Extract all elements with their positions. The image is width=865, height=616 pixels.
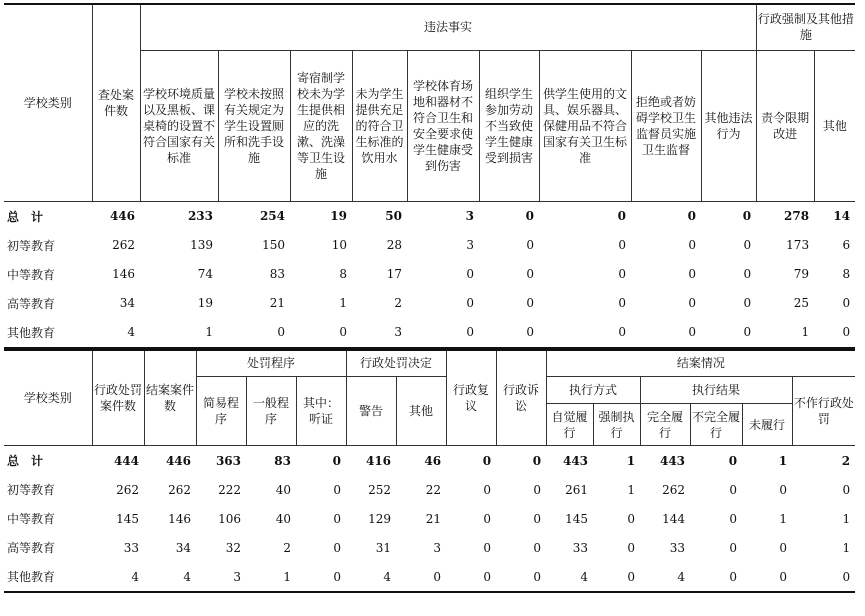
row-label: 初等教育	[7, 238, 56, 253]
category-header: 学校类别	[4, 4, 92, 201]
table-cell: 0	[396, 562, 446, 592]
table-cell: 0	[218, 318, 290, 348]
row-label: 高等教育	[7, 541, 56, 555]
table-cell: 446	[165, 453, 191, 468]
table-cell: 74	[197, 267, 213, 281]
table-row	[4, 289, 855, 318]
violation-header: 学校体育场地和器材不符合卫生和安全要求使学生健康受到伤害	[407, 50, 479, 201]
exec-method-header: 自觉履行	[546, 404, 593, 446]
table-cell: 0	[617, 209, 626, 223]
table-cell: 3	[352, 318, 407, 348]
table-cell: 22	[425, 482, 442, 497]
table-cell: 0	[333, 540, 342, 555]
table-cell: 0	[525, 209, 534, 223]
table-cell: 262	[168, 482, 191, 497]
table-row	[4, 533, 855, 562]
table-cell: 40	[275, 511, 291, 526]
violation-header: 拒绝或者妨碍学校卫生监督员实施卫生监督	[631, 50, 701, 201]
table-cell: 0	[483, 482, 492, 497]
table-cell: 0	[842, 482, 851, 497]
decision-header: 其他	[396, 377, 446, 446]
table-cell: 3	[196, 562, 246, 592]
table-cell: 0	[483, 540, 492, 555]
violation-header: 学校环境质量以及黑板、课桌椅的设置不符合国家有关标准	[140, 50, 218, 201]
table-cell: 4	[346, 562, 396, 592]
table-cell: 0	[532, 453, 542, 468]
table-cell: 10	[331, 238, 347, 252]
table-cell: 0	[688, 238, 696, 252]
no-penalty-header: 不作行政处罚	[792, 377, 855, 446]
table-cell: 0	[631, 318, 701, 348]
table-cell: 0	[814, 318, 855, 348]
procedure-header: 其中：听证	[296, 377, 346, 446]
table-row	[4, 318, 855, 348]
table-row	[4, 562, 855, 592]
enforcement-group-header: 行政强制及其他措施	[756, 4, 855, 50]
table-cell: 0	[618, 296, 626, 310]
penalty-table	[4, 349, 855, 594]
table-cell: 19	[330, 209, 347, 223]
exec-result-group-header: 执行结果	[640, 377, 792, 404]
table-cell: 28	[386, 238, 402, 252]
table-cell: 146	[112, 267, 135, 281]
violation-header: 未为学生提供充足的符合卫生标准的饮用水	[352, 50, 407, 201]
table-cell: 145	[565, 511, 589, 526]
table-cell: 0	[333, 511, 342, 526]
table-cell: 0	[526, 267, 534, 281]
table-cell: 0	[496, 562, 546, 592]
table-cell: 33	[123, 540, 139, 555]
table-cell: 0	[332, 453, 342, 468]
table-cell: 0	[743, 238, 752, 252]
exec-method-header: 强制执行	[593, 404, 640, 446]
table-cell: 3	[465, 209, 474, 223]
table-cell: 21	[425, 511, 442, 526]
procedure-header: 一般程序	[246, 377, 296, 446]
table-cell: 0	[842, 296, 851, 310]
enforcement-header: 责令限期改进	[756, 50, 814, 201]
table-cell: 4	[92, 318, 140, 348]
table-cell: 50	[385, 209, 402, 223]
table-row	[4, 201, 855, 231]
table-cell: 0	[479, 318, 539, 348]
table-cell: 262	[662, 482, 686, 497]
violation-group-header: 违法事实	[140, 4, 756, 50]
table-cell: 443	[659, 453, 686, 468]
table-cell: 150	[262, 238, 285, 252]
row-label: 高等教育	[7, 296, 56, 311]
table-cell: 0	[742, 562, 792, 592]
exec-result-header: 不完全履行	[690, 404, 742, 446]
table-cell: 14	[833, 209, 851, 223]
table-cell: 79	[793, 267, 810, 281]
table-cell: 0	[466, 267, 474, 281]
decision-group-header: 行政处罚决定	[346, 350, 446, 377]
row-label: 中等教育	[7, 512, 56, 526]
table-cell: 1	[778, 453, 788, 468]
table-cell: 106	[218, 511, 241, 526]
table-cell: 0	[533, 540, 542, 555]
table-cell: 0	[526, 238, 534, 252]
table-cell: 0	[729, 540, 738, 555]
statistics-tables	[4, 3, 855, 593]
table-cell: 3	[433, 540, 442, 555]
table-cell: 2	[283, 540, 291, 555]
closed-cases-header: 结案案件数	[144, 350, 196, 446]
table-cell: 4	[640, 562, 690, 592]
table-cell: 0	[482, 453, 492, 468]
table-cell: 146	[168, 511, 191, 526]
table-cell: 33	[572, 540, 589, 555]
table-cell: 40	[275, 482, 291, 497]
table-cell: 0	[407, 318, 479, 348]
table-cell: 1	[339, 296, 347, 310]
table-cell: 83	[274, 453, 291, 468]
row-label: 总 计	[7, 454, 44, 468]
table-cell: 25	[793, 296, 810, 310]
table-cell: 233	[187, 209, 213, 223]
table-cell: 262	[116, 482, 139, 497]
table-cell: 1	[140, 318, 218, 348]
table-cell: 17	[386, 267, 402, 281]
table-cell: 443	[562, 453, 589, 468]
cases-header: 查处案件数	[92, 4, 140, 201]
table-cell: 46	[424, 453, 442, 468]
table-cell: 1	[842, 540, 851, 555]
table-cell: 0	[533, 511, 542, 526]
table-cell: 0	[627, 540, 636, 555]
procedure-header: 简易程序	[196, 377, 246, 446]
table-cell: 34	[119, 296, 135, 310]
table-cell: 261	[565, 482, 589, 497]
table-cell: 1	[626, 453, 636, 468]
table-cell: 129	[368, 511, 392, 526]
table-cell: 1	[627, 482, 636, 497]
closing-group-header: 结案情况	[546, 350, 855, 377]
table-cell: 3	[466, 238, 474, 252]
exec-result-header: 未履行	[742, 404, 792, 446]
exec-result-header: 完全履行	[640, 404, 690, 446]
table-cell: 0	[627, 511, 636, 526]
category-header: 学校类别	[4, 350, 92, 446]
table-cell: 278	[784, 209, 810, 223]
table-cell: 1	[756, 318, 814, 348]
table-cell: 1	[246, 562, 296, 592]
table-cell: 33	[669, 540, 686, 555]
table-cell: 34	[175, 540, 191, 555]
table-cell: 0	[446, 562, 496, 592]
table-cell: 31	[375, 540, 392, 555]
table-cell: 0	[533, 482, 542, 497]
table-cell: 32	[225, 540, 241, 555]
decision-header: 警告	[346, 377, 396, 446]
table-cell: 446	[109, 209, 135, 223]
table-cell: 4	[92, 562, 144, 592]
litigation-header: 行政诉讼	[496, 350, 546, 446]
table-cell: 19	[197, 296, 213, 310]
table-cell: 83	[269, 267, 285, 281]
violation-header: 寄宿制学校未为学生提供相应的洗漱、洗澡等卫生设施	[290, 50, 352, 201]
table-cell: 0	[729, 482, 738, 497]
penalty-cases-header: 行政处罚案件数	[92, 350, 144, 446]
table-cell: 8	[842, 267, 851, 281]
table-row	[4, 504, 855, 533]
table-cell: 0	[792, 562, 855, 592]
table-cell: 0	[290, 318, 352, 348]
violation-header: 供学生使用的文具、娱乐器具、保健用品不符合国家有关卫生标准	[539, 50, 631, 201]
table-cell: 0	[701, 318, 756, 348]
table-cell: 0	[742, 209, 752, 223]
table-cell: 0	[688, 267, 696, 281]
table-cell: 0	[779, 482, 788, 497]
penalty-table-body	[4, 446, 855, 593]
table-cell: 0	[743, 296, 752, 310]
table-cell: 1	[842, 511, 851, 526]
table-cell: 262	[112, 238, 135, 252]
violation-table-body	[4, 201, 855, 348]
table-cell: 0	[539, 318, 631, 348]
table-cell: 0	[618, 238, 626, 252]
table-cell: 0	[729, 511, 738, 526]
table-row	[4, 475, 855, 504]
table-cell: 2	[394, 296, 402, 310]
table-cell: 252	[368, 482, 392, 497]
table-cell: 222	[218, 482, 241, 497]
procedure-group-header: 处罚程序	[196, 350, 346, 377]
table-row	[4, 446, 855, 476]
row-label: 其他教育	[4, 318, 92, 348]
violation-table	[4, 3, 855, 349]
review-header: 行政复议	[446, 350, 496, 446]
table-cell: 4	[144, 562, 196, 592]
table-cell: 21	[269, 296, 285, 310]
table-cell: 2	[841, 453, 851, 468]
table-cell: 0	[690, 562, 742, 592]
table-cell: 1	[779, 511, 788, 526]
table-cell: 416	[365, 453, 392, 468]
table-cell: 0	[743, 267, 752, 281]
table-cell: 4	[546, 562, 593, 592]
table-cell: 0	[779, 540, 788, 555]
table-cell: 0	[687, 209, 696, 223]
table-cell: 173	[786, 238, 810, 252]
table-cell: 139	[190, 238, 213, 252]
table-cell: 363	[215, 453, 241, 468]
table-cell: 6	[842, 238, 851, 252]
table-cell: 8	[339, 267, 347, 281]
table-cell: 0	[593, 562, 640, 592]
table-cell: 0	[333, 482, 342, 497]
row-label: 中等教育	[7, 267, 56, 282]
violation-header: 其他违法行为	[701, 50, 756, 201]
table-row	[4, 231, 855, 260]
table-cell: 145	[116, 511, 139, 526]
exec-method-group-header: 执行方式	[546, 377, 640, 404]
row-label: 其他教育	[4, 562, 92, 592]
table-cell: 0	[466, 296, 474, 310]
table-cell: 0	[728, 453, 738, 468]
violation-header: 组织学生参加劳动不当致使学生健康受到损害	[479, 50, 539, 201]
row-label: 总 计	[7, 209, 44, 224]
table-cell: 254	[259, 209, 285, 223]
violation-header: 学校未按照有关规定为学生设置厕所和洗手设施	[218, 50, 290, 201]
enforcement-header: 其他	[814, 50, 855, 201]
table-cell: 144	[662, 511, 686, 526]
table-cell: 0	[618, 267, 626, 281]
table-cell: 0	[483, 511, 492, 526]
table-cell: 0	[688, 296, 696, 310]
table-cell: 444	[113, 453, 139, 468]
table-cell: 0	[526, 296, 534, 310]
table-cell: 0	[296, 562, 346, 592]
row-label: 初等教育	[7, 483, 56, 497]
table-row	[4, 260, 855, 289]
